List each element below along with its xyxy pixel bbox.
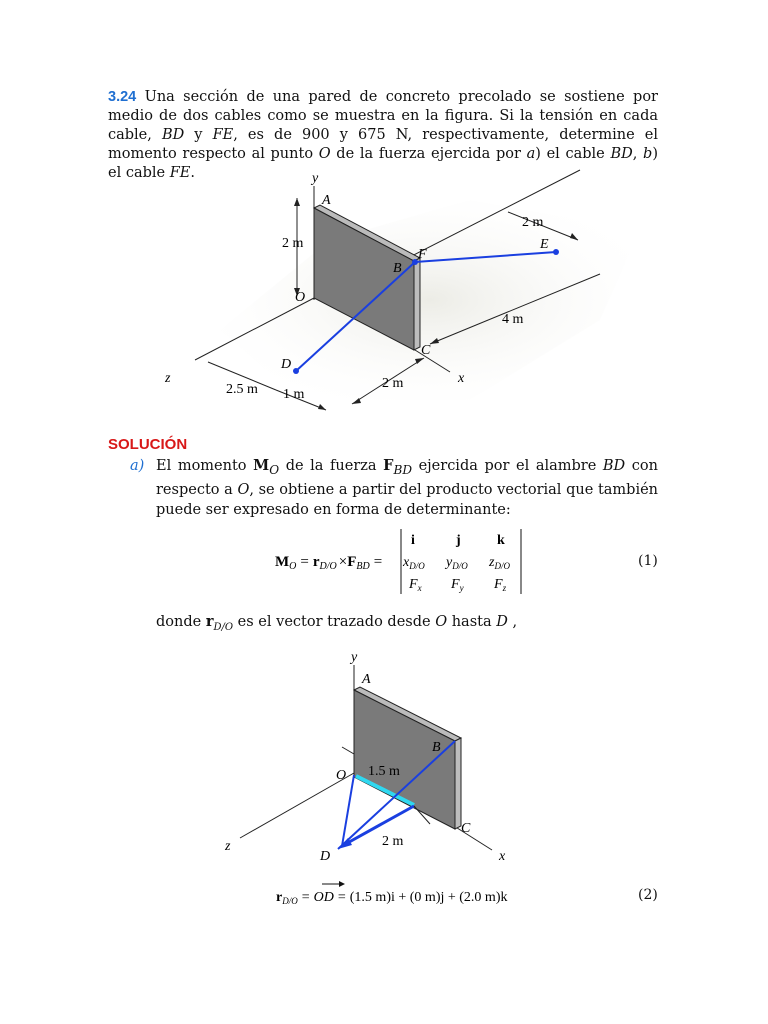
label-b: B	[393, 261, 402, 276]
label-dim-1-5m: 1.5 m	[368, 764, 400, 779]
det-x: $x_{D/O}$	[403, 555, 425, 571]
label-dim-2m: 2 m	[382, 834, 404, 849]
label-x: x	[458, 371, 465, 386]
svg-text:MO=rD/O×FBD=: $M_O = r_{D/O} \times F_{BD}$ =	[275, 554, 383, 572]
label-d: D	[281, 357, 292, 372]
figure-1-wall-cables	[0, 0, 768, 430]
label-c: C	[461, 821, 471, 836]
label-y: y	[312, 171, 319, 186]
label-b: B	[432, 740, 441, 755]
label-dim-2-5m: 2.5 m	[226, 382, 258, 397]
label-d: D	[320, 849, 331, 864]
label-a: A	[362, 672, 371, 687]
equation-1-number: (1)	[638, 553, 658, 569]
svg-text:rD/O=OD=(1.5 m)i + (0 m)j + (2: $r_{D/O}$ = OD = (1.5 m)i + (0 m)j + (2.0 m)k	[276, 890, 508, 906]
label-o: O	[295, 290, 306, 305]
part-a-text: El momento $M_O$ de la fuerza $F_{BD}$ ejercida por el alambre BD con respecto a O, se obtiene a partir del producto vectorial que también puede ser expresado en forma de determinante:	[156, 457, 659, 518]
wall-side-edge	[455, 738, 461, 829]
label-dim-2m-bottom: 2 m	[382, 376, 404, 391]
problem-statement: 3.24 Una sección de una pared de concreto precolado se sostiene por medio de dos cables como se muestra en la figura. Si la tensión en cada cable, BD y FE, es de 900 y 675 N, respectivamente, determine el momento respecto al punto O de la fuerza ejercida por a) el cable BD, b) el cable FE.	[108, 89, 658, 181]
det-i: i	[411, 533, 415, 548]
donde-text: donde $r_{D/O}$ es el vector trazado desde O hasta D ,	[156, 613, 518, 633]
det-k: k	[497, 533, 505, 548]
point-e	[553, 249, 559, 255]
solution-heading: SOLUCIÓN	[108, 436, 188, 453]
det-fx: $F_x$	[409, 577, 422, 593]
eq1-M: M	[275, 554, 290, 570]
x-axis	[454, 826, 492, 850]
det-z: $z_{D/O}$	[489, 555, 510, 571]
part-a-label: a)	[130, 458, 145, 474]
label-dim-4m: 4 m	[502, 312, 524, 327]
label-dim-1m: 1 m	[283, 387, 305, 402]
arrowhead	[318, 404, 326, 410]
label-dim-2m-top: 2 m	[522, 215, 544, 230]
label-a: A	[322, 193, 331, 208]
figure-2-position-vector	[0, 640, 768, 870]
label-o: O	[336, 768, 347, 783]
point-d	[293, 368, 299, 374]
det-y: $y_{D/O}$	[446, 555, 468, 571]
label-z: z	[225, 839, 231, 854]
overline-arrowhead	[339, 881, 345, 887]
label-e: E	[540, 237, 549, 252]
problem-number: 3.24	[108, 89, 137, 105]
det-fz: $F_z$	[494, 577, 507, 593]
wall-side-edge	[414, 258, 420, 350]
label-f: F	[418, 247, 427, 262]
label-x: x	[499, 849, 506, 864]
equation-2-number: (2)	[638, 887, 658, 903]
dim-tick-1-5m	[342, 747, 354, 754]
det-fy: $F_y$	[451, 577, 464, 593]
label-y: y	[351, 650, 358, 665]
label-c: C	[421, 343, 431, 358]
det-j: j	[456, 533, 461, 548]
label-dim-2m-left: 2 m	[282, 236, 304, 251]
arrowhead	[294, 198, 300, 206]
label-z: z	[165, 371, 171, 386]
arrowhead	[338, 838, 352, 849]
